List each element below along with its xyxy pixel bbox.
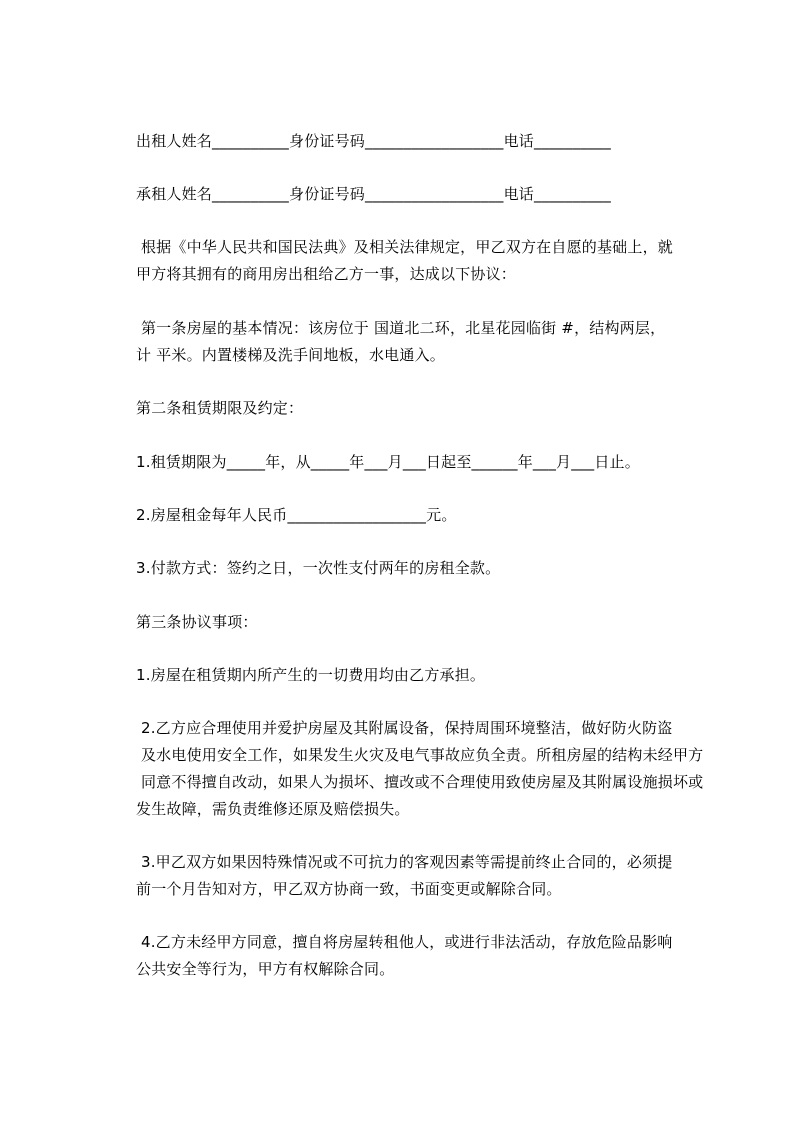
clause-2-3: 3.付款方式：签约之日，一次性支付两年的房租全款。 [136,559,501,577]
clause-3-1: 1.房屋在租赁期内所产生的一切费用均由乙方承担。 [136,666,486,684]
lessee-info-line: 承租人姓名__________身份证号码__________________电话__________ [136,185,612,203]
clause-3-4-line-1: 4.乙方未经甲方同意，擅自将房屋转租他人，或进行非法活动，存放危险品影响 [136,933,673,951]
clause-3-4-line-2: 公共安全等行为，甲方有权解除合同。 [136,960,395,978]
clause-2-1: 1.租赁期限为_____年，从_____年___月___日起至______年___月___日止。 [136,453,640,471]
article1-line-1: 第一条房屋的基本情况：该房位于 国道北二环，北星花园临街 #，结构两层， [136,319,666,337]
clause-3-3-line-1: 3.甲乙双方如果因特殊情况或不可抗力的客观因素等需提前终止合同的，必须提 [136,853,673,871]
clause-3-2-line-3: 同意不得擅自改动，如果人为损坏、擅改或不合理使用致使房屋及其附属设施损坏或 [136,773,704,791]
article2-title: 第二条租赁期限及约定： [136,399,304,417]
lessor-info-line: 出租人姓名__________身份证号码__________________电话__________ [136,132,612,150]
clause-2-2: 2.房屋租金每年人民币__________________元。 [136,506,457,524]
clause-3-3-line-2: 前一个月告知对方，甲乙双方协商一致，书面变更或解除合同。 [136,880,562,898]
clause-3-2-line-2: 及水电使用安全工作，如果发生火灾及电气事故应负全责。所租房屋的结构未经甲方 [136,746,704,764]
article1-line-2: 计 平米。内置楼梯及洗手间地板，水电通入。 [136,346,445,364]
preamble-line-1: 根据《中华人民共和国民法典》及相关法律规定，甲乙双方在自愿的基础上，就 [136,238,673,256]
preamble-line-2: 甲方将其拥有的商用房出租给乙方一事，达成以下协议： [136,265,517,283]
clause-3-2-line-4: 发生故障，需负责维修还原及赔偿损失。 [136,800,410,818]
clause-3-2-line-1: 2.乙方应合理使用并爱护房屋及其附属设备，保持周围环境整洁，做好防火防盗 [136,719,673,737]
article3-title: 第三条协议事项： [136,613,258,631]
